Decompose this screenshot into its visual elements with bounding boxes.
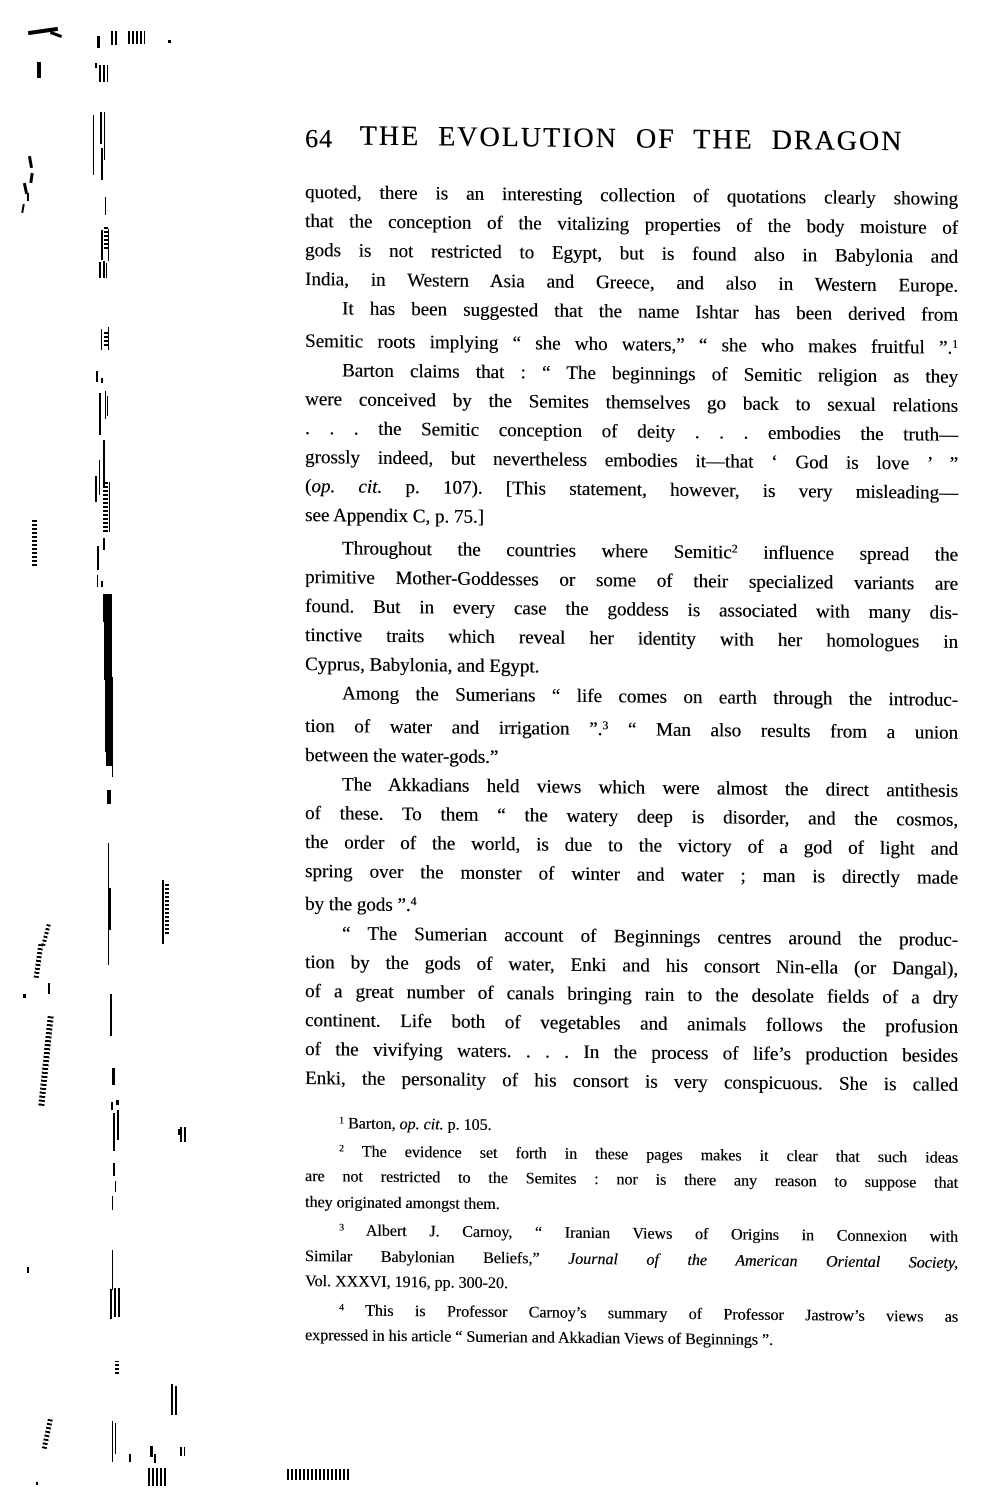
scan-artifact (110, 1289, 112, 1319)
scan-artifact (165, 882, 169, 934)
scan-artifact (154, 1454, 156, 1463)
scan-artifact (96, 371, 98, 382)
text-segment: tion by the gods of water, Enki and his consort Nin-ella (or Dangal), (305, 951, 958, 980)
scan-artifact (168, 40, 171, 43)
text-segment: Barton, (343, 1114, 400, 1133)
scan-artifact (99, 262, 101, 278)
scan-artifact (287, 1469, 349, 1480)
footnote-ref: 2 (339, 1143, 344, 1155)
scan-artifact (97, 546, 99, 570)
text-segment: found. But in every case the goddess is associated with many dis- (305, 595, 958, 624)
text-segment: by the gods ”. (305, 893, 411, 916)
text-segment: Albert J. Carnoy, “ Iranian Views of Origins in Connexion with (343, 1222, 958, 1247)
footnote-ref: 3 (602, 718, 609, 732)
scan-artifact (115, 1181, 116, 1192)
text-segment: “ Man also results from a union (608, 718, 958, 744)
italic-text: op. cit. (311, 475, 383, 498)
scan-artifact (38, 1016, 53, 1106)
text-segment: of a great number of canals bringing rain to the desolate fields of a dry (305, 980, 958, 1009)
text-segment: p. 105. (443, 1115, 492, 1134)
text-segment: of the vivifying waters. . . . In the process of life’s production besides (305, 1038, 958, 1067)
footnote-ref: 1 (339, 1114, 344, 1126)
footnote-ref: 4 (410, 894, 417, 908)
scan-artifact (113, 1113, 115, 1151)
footnotes (305, 1108, 958, 1356)
scan-artifact (111, 1102, 113, 1110)
scan-artifact (29, 173, 33, 183)
paragraph (305, 294, 958, 363)
scan-artifact (95, 476, 97, 502)
scan-artifact (180, 1447, 185, 1456)
paragraph (305, 919, 958, 1100)
scan-artifact (99, 460, 100, 495)
text-segment: India, in Western Asia and Greece, and also in Western Europe. (305, 269, 958, 297)
scan-artifact (93, 115, 94, 175)
scan-artifact (109, 888, 111, 930)
scan-artifact (101, 378, 103, 383)
scan-artifact (27, 1267, 29, 1273)
scan-artifact (104, 622, 112, 680)
text-segment: gods is not restricted to Egypt, but is found also in Babylonia and (305, 240, 958, 268)
scan-artifact (106, 752, 112, 766)
text-segment: grossly indeed, but nevertheless embodies it—that ‘ God is love ’ ” (305, 446, 958, 475)
scan-artifact (175, 1386, 177, 1415)
scan-artifact (101, 230, 103, 260)
paragraph (305, 679, 958, 777)
body-text (305, 178, 958, 1099)
text-segment: are not restricted to the Semites : nor is there any reason to suppose that (305, 1168, 958, 1193)
text-segment: “ The Sumerian account of Beginnings centres around the produc- (342, 922, 958, 951)
scan-artifact (99, 393, 101, 435)
text-segment: the order of the world, is due to the victory of a god of light and (305, 831, 958, 860)
scan-artifact (105, 680, 112, 752)
scan-artifact (112, 1250, 113, 1290)
scan-artifact (27, 193, 29, 201)
scan-artifact (103, 261, 105, 278)
scan-artifact (41, 924, 51, 946)
scan-artifact (101, 329, 102, 350)
text-segment: Vol. XXXVI, 1916, pp. 300-20. (305, 1273, 508, 1293)
text-segment: between the water-gods.” (305, 744, 499, 768)
text-segment: Similar Babylonian Beliefs,” (305, 1247, 568, 1268)
text-segment: expressed in his article “ Sumerian and Akkadian Views of Beginnings ”. (305, 1327, 773, 1350)
paragraph (305, 1136, 958, 1222)
text-segment: spring over the monster of winter and water ; man is directly made (305, 860, 958, 889)
scan-artifact (112, 1421, 113, 1462)
text-segment: ( (305, 475, 312, 497)
scan-artifact (21, 204, 25, 213)
text-segment: of these. To them “ the watery deep is disorder, and the cosmos, (305, 802, 958, 831)
scan-artifact (100, 112, 102, 144)
text-line (305, 1064, 958, 1100)
scan-artifact (107, 396, 108, 416)
text-segment: Enki, the personality of his consort is very conspicuous. She is called (305, 1067, 958, 1096)
scan-artifact (99, 65, 108, 82)
scan-artifact (109, 482, 110, 532)
scan-artifact (171, 1384, 173, 1415)
scan-artifact (23, 994, 26, 998)
page-header (305, 120, 958, 161)
text-segment: primitive Mother-Goddesses or some of their specialized variants are (305, 566, 958, 595)
text-segment: Cyprus, Babylonia, and Egypt. (305, 653, 540, 678)
text-segment: It has been suggested that the name Ishtar has been derived from (342, 298, 958, 326)
scan-artifact (110, 994, 112, 1036)
scan-artifact (103, 538, 105, 550)
scan-artifact (103, 480, 108, 532)
text-segment: tinctive traits which reveal her identity with her homologues in (305, 624, 958, 653)
scan-artifact (113, 1163, 115, 1176)
text-segment: The evidence set forth in these pages makes it clear that such ideas (343, 1143, 958, 1167)
scan-artifact (115, 1423, 116, 1454)
scan-artifact (150, 1446, 153, 1457)
scan-artifact (106, 263, 107, 278)
footnote-ref: 2 (731, 542, 738, 556)
scan-artifact (114, 1288, 121, 1317)
running-title: THE EVOLUTION OF THE DRAGON (359, 120, 904, 158)
page-number: 64 (305, 124, 333, 154)
scan-artifact (101, 148, 103, 180)
scan-artifact (112, 1068, 115, 1085)
scan-artifact (108, 327, 109, 350)
text-segment: they originated amongst them. (305, 1193, 500, 1213)
scan-artifact (95, 63, 97, 68)
paragraph (305, 530, 958, 686)
scan-artifact (117, 1110, 119, 1140)
footnote-ref: 1 (952, 337, 958, 351)
text-segment: see Appendix C, p. 75.] (305, 504, 484, 528)
italic-text: Journal of the American Oriental Society, (567, 1250, 958, 1272)
scan-artifact (37, 62, 41, 78)
scan-artifact (42, 1417, 54, 1449)
text-segment: . . . the Semitic conception of deity . . . embodies the truth— (305, 417, 958, 446)
text-block (305, 120, 958, 1356)
text-segment: tion of water and irrigation ”. (305, 715, 603, 740)
scan-artifact (112, 1196, 113, 1210)
paragraph (305, 770, 958, 926)
scan-artifact (128, 31, 145, 44)
scan-artifact (112, 677, 113, 777)
text-segment: continent. Life both of vegetables and animals follows the profusion (305, 1009, 958, 1038)
scan-artifact (116, 1100, 119, 1105)
text-segment: influence spread the (737, 542, 958, 566)
scan-artifact (97, 36, 100, 48)
footnote-ref: 3 (339, 1222, 344, 1234)
scan-artifact (129, 1454, 131, 1462)
text-segment: quoted, there is an interesting collection of quotations clearly showing (305, 182, 958, 210)
text-segment: that the conception of the vitalizing properties of the body moisture of (305, 211, 958, 239)
scan-artifact (104, 112, 105, 160)
text-segment: Among the Sumerians “ life comes on earth through the introduc- (342, 683, 958, 711)
text-segment: Semitic roots implying “ she who waters,” “ she who makes fruitful ”. (305, 330, 953, 359)
scan-artifact (28, 156, 33, 168)
scan-artifact (48, 983, 50, 994)
scan-artifact (108, 229, 109, 261)
text-segment: Throughout the countries where Semitic (342, 538, 732, 564)
text-segment: Barton claims that : “ The beginnings of Semitic religion as they (342, 360, 958, 388)
italic-text: op. cit. (399, 1115, 444, 1133)
scan-artifact (180, 1127, 186, 1142)
scan-artifact (105, 391, 106, 419)
scan-artifact (97, 575, 98, 587)
scan-artifact (107, 790, 111, 804)
paragraph (305, 1215, 958, 1301)
scan-artifact (111, 31, 118, 45)
scan-artifact (103, 594, 112, 622)
scan-artifact (162, 880, 164, 944)
scan-artifact (34, 944, 44, 978)
paragraph (305, 356, 958, 537)
scan-artifact (101, 581, 103, 587)
text-segment: p. 107). [This statement, however, is very misleading— (382, 476, 958, 504)
scan-artifact (50, 31, 62, 38)
paragraph (305, 1295, 958, 1356)
scan-artifact (105, 197, 106, 215)
text-segment: were conceived by the Semites themselves go back to sexual relations (305, 388, 958, 417)
scan-artifact (36, 1482, 38, 1485)
text-segment: The Akkadians held views which were almost the direct antithesis (342, 774, 958, 802)
paragraph (305, 178, 958, 301)
footnote-ref: 4 (339, 1302, 344, 1314)
scan-artifact (148, 1468, 168, 1486)
scan-artifact (115, 1361, 119, 1374)
text-segment: This is Professor Carnoy’s summary of Professor Jastrow’s views as (343, 1302, 958, 1326)
scan-artifact (32, 520, 37, 566)
